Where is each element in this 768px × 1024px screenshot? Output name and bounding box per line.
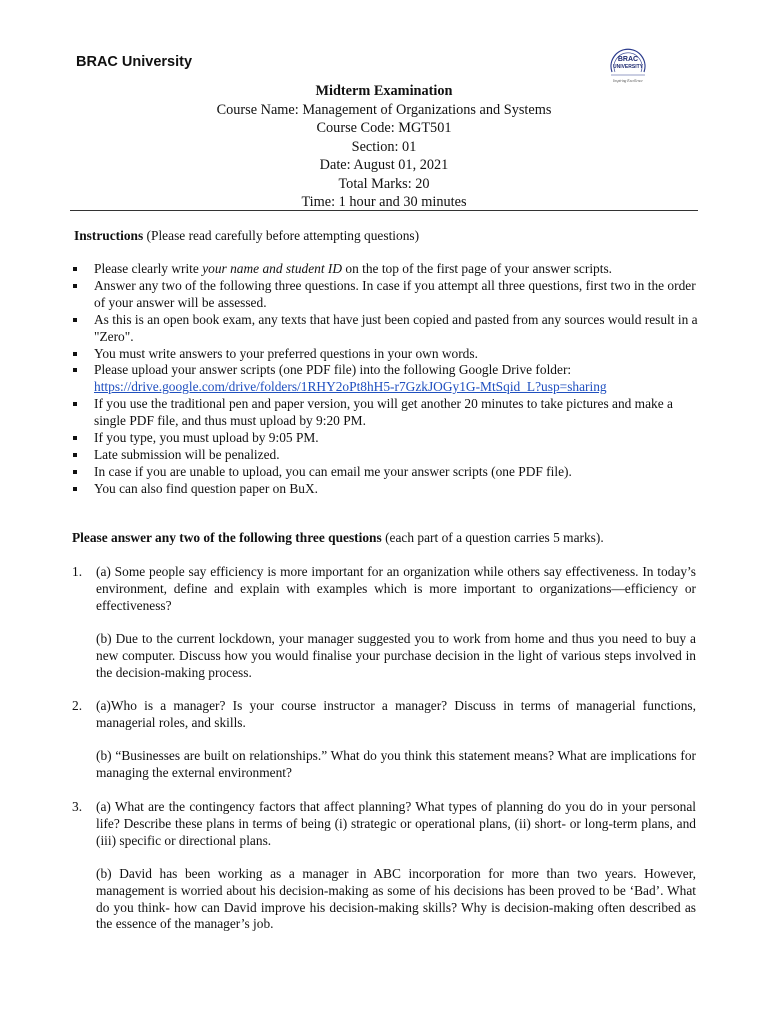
total-marks: Total Marks: 20 [338,175,430,192]
instruction-item: If you type, you must upload by 9:05 PM. [72,430,702,447]
instruction-item: Please upload your answer scripts (one PDF file) into the following Google Drive folder: https://drive.google.com/drive/folders/1RHY2oPt8hH5-r7GzkJOGy1G-MtSqid_L?usp=sharing [72,362,702,396]
question-part: (a) What are the contingency factors that affect planning? What types of planning do you do in your personal life? Describe these plans in terms of being (i) strategic or operational plans, (ii) short- or long-term plans, and (iii) specific or directional plans. [96,799,696,848]
bullet-icon [73,318,77,322]
instruction-item: Please clearly write your name and student ID on the top of the first page of your answer scripts. [72,261,702,278]
bullet-icon [73,284,77,288]
header-divider [70,210,698,211]
bullet-icon [73,487,77,491]
instruction-item: You must write answers to your preferred questions in your own words. [72,346,702,363]
google-drive-link[interactable]: https://drive.google.com/drive/folders/1RHY2oPt8hH5-r7GzkJOGy1G-MtSqid_L?usp=sharing [94,379,607,395]
question-part: (b) David has been working as a manager in ABC incorporation for more than two years. However, management is worried about his decision-making as some of his decisions has been proved to be ‘Bad’. What do you think- how can David improve his decision-making skills? Why is decision-making often described as the essence of the manager’s job. [96,865,696,932]
exam-header [0,82,768,212]
bullet-icon [73,352,77,356]
question-1 [72,564,696,681]
instruction-item: In case if you are unable to upload, you can email me your answer scripts (one PDF file). [72,464,702,481]
instructions-note: (Please read carefully before attempting questions) [143,228,420,243]
logo-tagline: Inspiring Excellence [613,79,643,83]
instructions-list [72,261,702,498]
question-number: 3. [72,799,83,814]
instruction-item: Late submission will be penalized. [72,447,702,464]
bullet-icon [73,368,77,372]
question-2 [72,698,696,782]
bullet-icon [73,402,77,406]
instruction-item: You can also find question paper on BuX. [72,481,702,498]
question-part: (b) “Businesses are built on relationships.” What do you think this statement means? What are implications for managing the external environment? [96,747,696,780]
logo-text-top: BRAC [617,56,639,63]
question-number: 1. [72,564,83,579]
question-number: 2. [72,698,83,713]
bullet-icon [73,470,77,474]
bullet-icon [73,436,77,440]
exam-date: Date: August 01, 2021 [319,157,449,173]
instructions-label: Instructions [74,228,144,243]
logo-text-bottom: UNIVERSITY [612,64,644,70]
exam-title: Midterm Examination [315,83,453,99]
course-code: Course Code: MGT501 [316,120,452,136]
question-part: (b) Due to the current lockdown, your manager suggested you to work from home and thus you need to buy a new computer. Discuss how you would finalise your purchase decision in the light of various steps involved in the decision-making process. [96,630,696,680]
question-part: (a) Some people say efficiency is more important for an organization while others say effectiveness. In today’s environment, define and explain with examples which is more important to organizations—efficiency or effectiveness? [96,564,696,613]
question-part: (a)Who is a manager? Is your course instructor a manager? Discuss in terms of managerial functions, managerial roles, and skills. [96,698,696,730]
instruction-item: Answer any two of the following three questions. In case if you attempt all three questions, first two in the order of your answer will be assessed. [72,278,702,312]
brac-university-logo [598,42,658,86]
course-name: Course Name: Management of Organizations and Systems [216,101,552,118]
instruction-item: As this is an open book exam, any texts that have just been copied and pasted from any sources would result in a "Zero". [72,312,702,346]
exam-time: Time: 1 hour and 30 minutes [301,194,467,210]
question-3 [72,799,696,933]
questions-intro: Please answer any two of the following three questions (each part of a question carries 5 marks). [72,530,604,545]
bullet-icon [73,453,77,457]
section: Section: 01 [351,138,417,155]
instructions-heading [74,228,419,244]
bullet-icon [73,267,77,271]
instruction-item: If you use the traditional pen and paper version, you will get another 20 minutes to take pictures and make a single PDF file, and thus must upload by 9:20 PM. [72,396,702,430]
university-name: BRAC University [76,54,193,70]
